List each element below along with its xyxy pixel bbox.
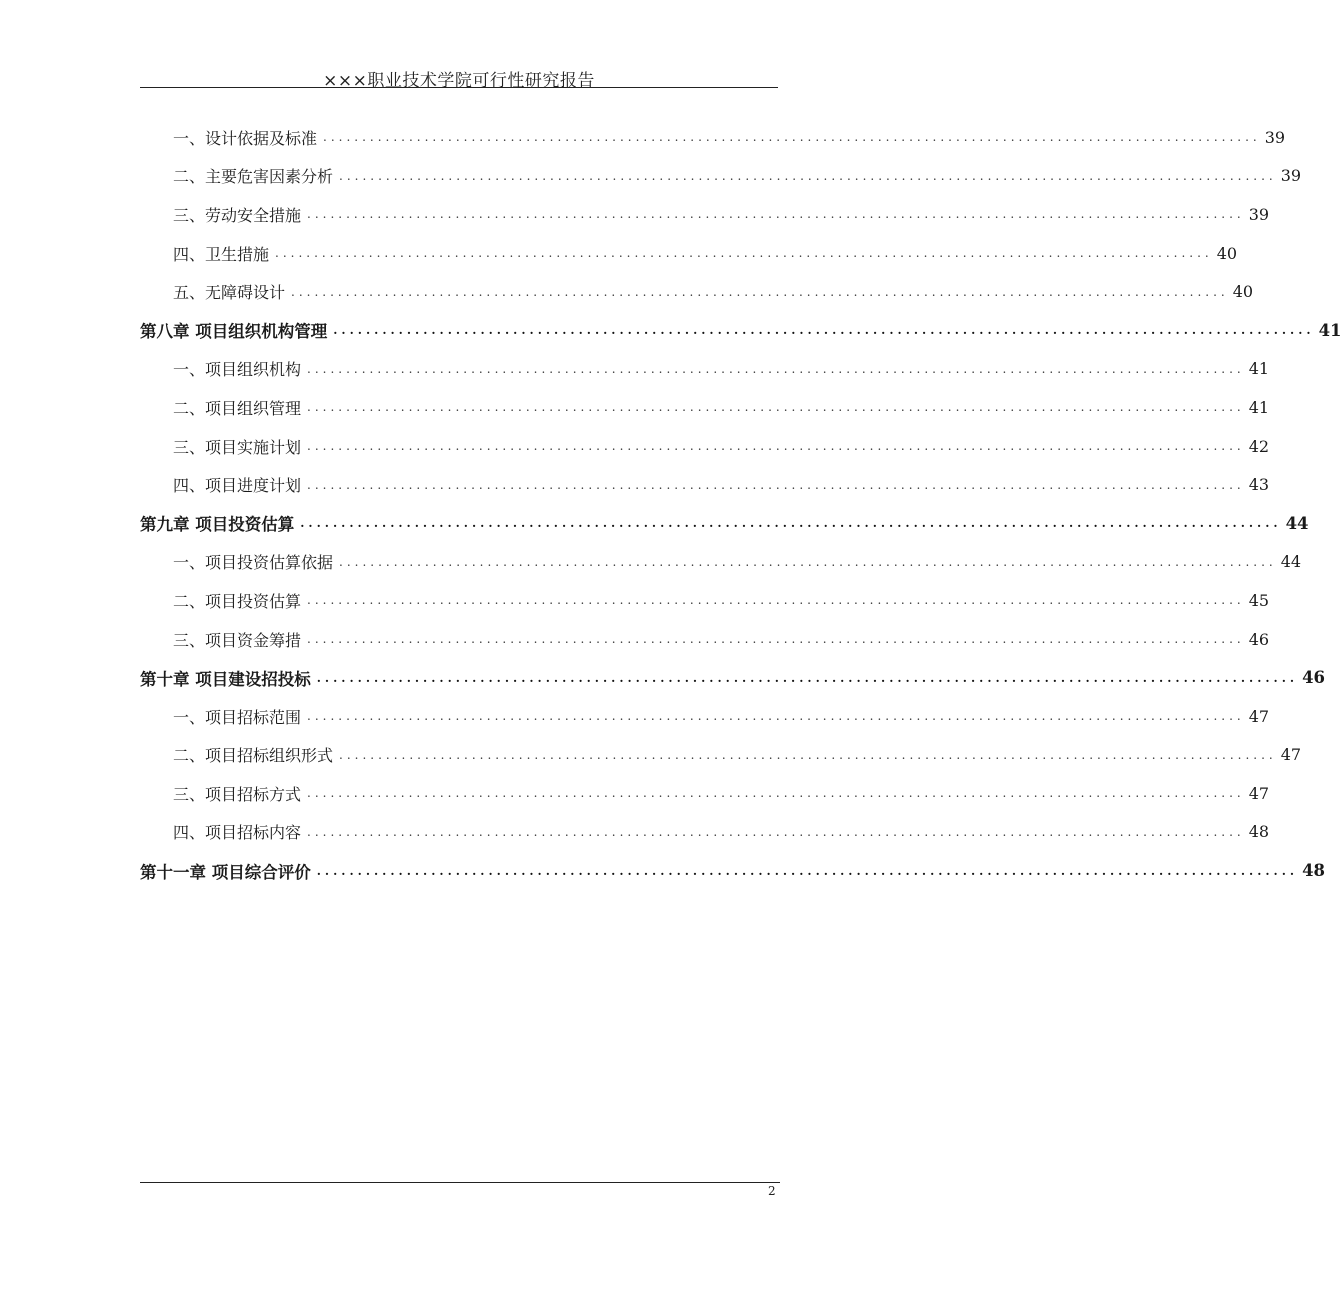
toc-entry-page: 46 [1248, 629, 1270, 649]
toc-section-entry[interactable] [140, 195, 1270, 234]
toc-dot-leader: ........................................................................................................................ [307, 477, 1245, 492]
toc-entry-page: 43 [1248, 475, 1270, 495]
toc-dot-leader: ........................................................................................................................ [307, 709, 1245, 724]
toc-entry-page: 40 [1232, 282, 1254, 302]
toc-entry-label: 四、项目招标内容 [173, 823, 302, 843]
toc-dot-leader: ........................................................................................................................ [339, 554, 1277, 569]
toc-entry-label: 一、项目组织机构 [173, 360, 302, 380]
toc-entry-page: 48 [1248, 822, 1270, 842]
toc-dot-leader: ........................................................................................................................ [339, 168, 1277, 183]
toc-entry-label: 第九章 项目投资估算 [140, 515, 295, 535]
toc-section-entry[interactable] [140, 736, 1302, 775]
toc-dot-leader: ........................................................................................................................ [307, 632, 1245, 647]
table-of-contents [140, 118, 1342, 890]
toc-chapter-entry[interactable] [140, 658, 1326, 697]
toc-entry-label: 第八章 项目组织机构管理 [140, 322, 328, 342]
toc-entry-page: 42 [1248, 436, 1270, 456]
toc-entry-page: 41 [1318, 320, 1342, 340]
toc-dot-leader: ........................................................................................................................ [316, 670, 1299, 685]
toc-entry-label: 四、卫生措施 [173, 244, 270, 264]
toc-section-entry[interactable] [140, 118, 1286, 157]
page-header [140, 70, 778, 92]
toc-entry-page: 47 [1280, 745, 1302, 765]
toc-dot-leader: ........................................................................................................................ [333, 323, 1315, 338]
toc-entry-page: 45 [1248, 590, 1270, 610]
toc-entry-label: 二、主要危害因素分析 [173, 167, 334, 187]
toc-entry-label: 三、项目实施计划 [173, 437, 302, 457]
toc-dot-leader: ........................................................................................................................ [307, 361, 1245, 376]
toc-chapter-entry[interactable] [140, 311, 1342, 350]
toc-section-entry[interactable] [140, 774, 1270, 813]
toc-dot-leader: ........................................................................................................................ [275, 246, 1213, 261]
toc-section-entry[interactable] [140, 350, 1270, 389]
toc-entry-page: 48 [1302, 861, 1326, 881]
toc-entry-label: 三、项目招标方式 [173, 784, 302, 804]
toc-entry-label: 三、项目资金筹措 [173, 630, 302, 650]
toc-chapter-entry[interactable] [140, 851, 1326, 890]
toc-section-entry[interactable] [140, 388, 1270, 427]
toc-entry-page: 40 [1216, 243, 1238, 263]
toc-section-entry[interactable] [140, 813, 1270, 852]
toc-dot-leader: ........................................................................................................................ [307, 400, 1245, 415]
toc-chapter-entry[interactable] [140, 504, 1309, 543]
header-title: ×××职业技术学院可行性研究报告 [323, 71, 595, 91]
toc-dot-leader: ........................................................................................................................ [307, 786, 1245, 801]
toc-entry-label: 一、设计依据及标准 [173, 128, 318, 148]
page-number: 2 [768, 1184, 776, 1198]
toc-section-entry[interactable] [140, 427, 1270, 466]
toc-section-entry[interactable] [140, 234, 1238, 273]
toc-section-entry[interactable] [140, 157, 1302, 196]
toc-entry-page: 47 [1248, 783, 1270, 803]
toc-dot-leader: ........................................................................................................................ [307, 439, 1245, 454]
toc-dot-leader: ........................................................................................................................ [339, 747, 1277, 762]
toc-dot-leader: ........................................................................................................................ [323, 130, 1261, 145]
toc-entry-label: 第十一章 项目综合评价 [140, 862, 311, 882]
toc-section-entry[interactable] [140, 620, 1270, 659]
toc-entry-page: 44 [1285, 513, 1309, 533]
toc-entry-label: 一、项目投资估算依据 [173, 553, 334, 573]
toc-dot-leader: ........................................................................................................................ [307, 593, 1245, 608]
toc-section-entry[interactable] [140, 581, 1270, 620]
footer-rule [140, 1182, 780, 1183]
toc-entry-page: 39 [1248, 204, 1270, 224]
toc-dot-leader: ........................................................................................................................ [316, 863, 1299, 878]
toc-section-entry[interactable] [140, 697, 1270, 736]
toc-entry-label: 二、项目组织管理 [173, 398, 302, 418]
toc-dot-leader: ........................................................................................................................ [307, 207, 1245, 222]
toc-entry-label: 第十章 项目建设招投标 [140, 669, 311, 689]
toc-entry-label: 四、项目进度计划 [173, 476, 302, 496]
toc-dot-leader: ........................................................................................................................ [307, 824, 1245, 839]
toc-section-entry[interactable] [140, 272, 1254, 311]
toc-section-entry[interactable] [140, 543, 1302, 582]
toc-entry-page: 39 [1264, 127, 1286, 147]
toc-section-entry[interactable] [140, 465, 1270, 504]
toc-entry-label: 一、项目招标范围 [173, 707, 302, 727]
toc-entry-label: 五、无障碍设计 [173, 283, 286, 303]
toc-entry-page: 47 [1248, 706, 1270, 726]
toc-dot-leader: ........................................................................................................................ [291, 284, 1229, 299]
toc-entry-page: 44 [1280, 552, 1302, 572]
toc-dot-leader: ........................................................................................................................ [300, 516, 1282, 531]
toc-entry-page: 41 [1248, 397, 1270, 417]
toc-entry-page: 39 [1280, 166, 1302, 186]
toc-entry-page: 46 [1302, 668, 1326, 688]
toc-entry-label: 二、项目投资估算 [173, 591, 302, 611]
toc-entry-label: 二、项目招标组织形式 [173, 746, 334, 766]
toc-entry-page: 41 [1248, 359, 1270, 379]
toc-entry-label: 三、劳动安全措施 [173, 205, 302, 225]
